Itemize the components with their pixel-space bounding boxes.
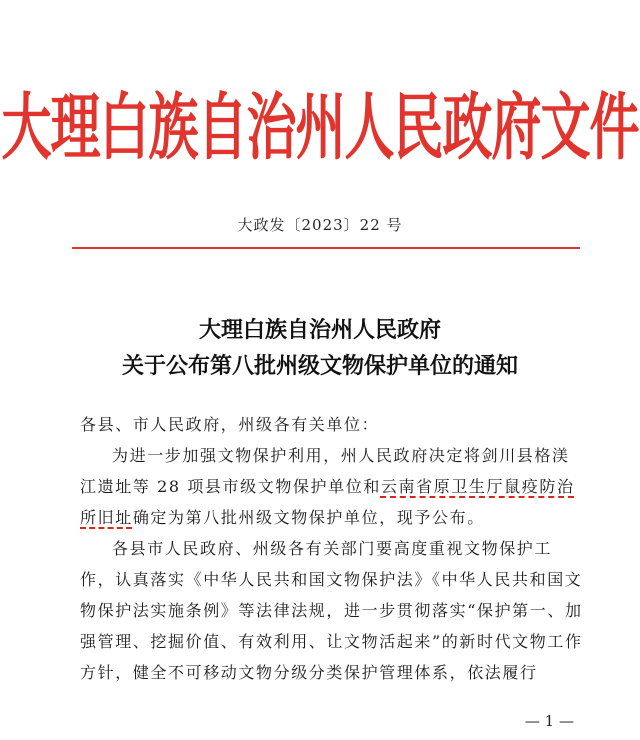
paragraph-1 xyxy=(80,440,586,533)
notice-title-line-2: 关于公布第八批州级文物保护单位的通知 xyxy=(121,353,518,379)
page-number: — 1 — xyxy=(524,712,574,730)
highlighted-site-name: 云南省原卫生厅鼠疫防治所旧址 xyxy=(80,477,575,527)
paragraph-1-text-b: 确定为第八批州级文物保护单位，现予公布。 xyxy=(132,508,485,527)
paragraph-2: 各县市人民政府、州级各有关部门要高度重视文物保护工作，认真落实《中华人民共和国文物保护法》《中华人民共和国文物保护法实施条例》等法律法规，进一步贯彻落实“保护第一、加强管理、挖掘价值、有效利用、让文物活起来”的新时代文物工作方针，健全不可移动文物分级分类保护管理体系，依法履行 xyxy=(80,539,583,682)
notice-title xyxy=(0,312,640,384)
red-divider-line xyxy=(72,247,580,249)
notice-title-line-1: 大理白族自治州人民政府 xyxy=(198,317,441,343)
salutation: 各县、市人民政府，州级各有关单位： xyxy=(80,415,380,434)
document-header-title: 大理白族自治州人民政府文件 xyxy=(1,84,639,171)
paragraph-1-text-a: 为进一步加强文物保护利用，州人民政府决定将剑川县格渼江遗址等 28 项县市级文物保护单位和 xyxy=(80,446,570,496)
document-body xyxy=(80,409,586,688)
document-number: 大政发〔2023〕22 号 xyxy=(237,216,403,234)
